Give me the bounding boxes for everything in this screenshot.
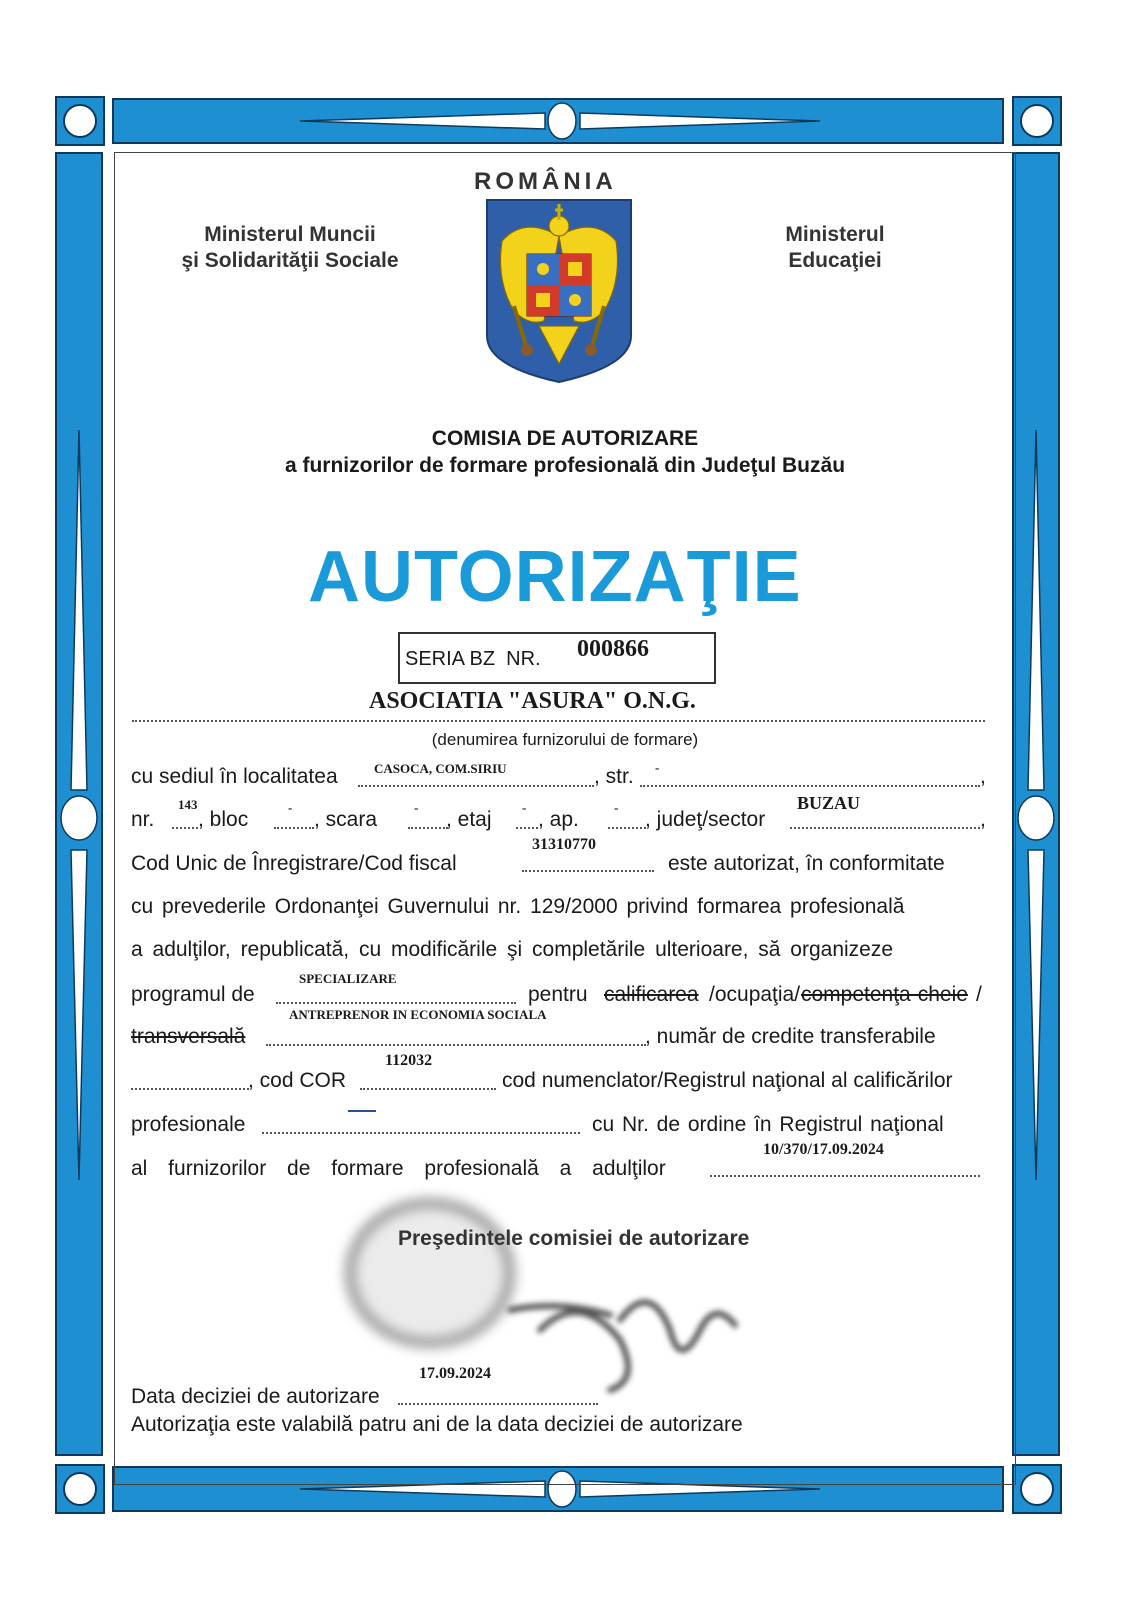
program-label: programul de: [131, 983, 255, 1006]
date-line: [398, 1403, 598, 1405]
left-ministry-line2: şi Solidarităţii Sociale: [181, 249, 399, 272]
date-label: Data deciziei de autorizare: [131, 1385, 380, 1408]
str-label: , str.: [594, 765, 634, 788]
document-title: AUTORIZAŢIE: [308, 537, 802, 617]
etaj-label: , etaj: [446, 808, 492, 831]
locality-value: CASOCA, COM.SIRIU: [374, 761, 507, 776]
series-number: 000866: [577, 636, 649, 662]
registry-line: [710, 1175, 980, 1177]
commission-title: COMISIA DE AUTORIZARE: [431, 427, 699, 450]
nomenclator-label: cod numenclator/Registrul naţional al calificărilor: [502, 1069, 953, 1092]
judet-label: , judeţ/sector: [645, 808, 766, 831]
provider-name: ASOCIATIA "ASURA" O.N.G.: [369, 688, 696, 714]
cor-value: 112032: [385, 1052, 433, 1069]
furnizori-label: al furnizorilor de formare profesională a adulţilor: [131, 1157, 666, 1180]
country-heading: ROMÂNIA: [474, 168, 617, 195]
bloc-line: [274, 827, 314, 829]
program-line: [276, 1002, 516, 1004]
transversala-struck: transversală: [131, 1025, 246, 1048]
right-ministry-line1: Ministerul: [785, 223, 885, 246]
official-stamp: [345, 1198, 515, 1348]
ordonanta-text: cu prevederile Ordonanţei Guvernului nr. 129/2000 privind formarea profesională: [131, 895, 905, 918]
handwritten-signature: [500, 1270, 760, 1400]
nr-line: [172, 827, 198, 829]
seat-label: cu sediul în localitatea: [131, 765, 338, 788]
calificarea-struck: calificarea: [604, 983, 699, 1006]
pentru-label: pentru: [528, 983, 588, 1006]
credits-line: [131, 1088, 249, 1090]
etaj-line: [516, 827, 538, 829]
left-ministry-line1: Ministerul Muncii: [204, 223, 376, 246]
scara-line: [408, 827, 448, 829]
right-ministry: [740, 222, 930, 274]
date-value: 17.09.2024: [419, 1365, 491, 1382]
cui-label: Cod Unic de Înregistrare/Cod fiscal: [131, 852, 457, 875]
nomenclator-line: [262, 1132, 580, 1134]
street-line: [640, 785, 980, 787]
program-value: SPECIALIZARE: [299, 971, 397, 986]
ordine-label: cu Nr. de ordine în Registrul naţional: [592, 1113, 944, 1136]
row2-comma: ,: [980, 808, 986, 831]
ap-value: -: [614, 800, 619, 815]
bloc-value: -: [288, 800, 293, 815]
ap-line: [608, 827, 646, 829]
judet-line: [790, 827, 980, 829]
cor-label: , cod COR: [248, 1069, 347, 1092]
nr-label: nr.: [131, 808, 155, 831]
ap-label: , ap.: [538, 808, 579, 831]
nr-value: 143: [178, 797, 198, 812]
provider-caption: (denumirea furnizorului de formare): [431, 730, 699, 749]
signature-label: Preşedintele comisiei de autorizare: [398, 1227, 750, 1250]
cor-line: [360, 1088, 496, 1090]
credits-label: , număr de credite transferabile: [645, 1025, 936, 1048]
adult-text: a adulţilor, republicată, cu modificările şi completările ulterioare, să organizeze: [131, 938, 894, 961]
bloc-label: , bloc: [198, 808, 249, 831]
commission-subtitle: a furnizorilor de formare profesională din Judeţul Buzău: [284, 454, 846, 477]
scara-value: -: [414, 800, 419, 815]
etaj-value: -: [522, 800, 527, 815]
registry-value: 10/370/17.09.2024: [763, 1141, 884, 1158]
provider-name-line: [132, 720, 985, 722]
occupation-value: ANTREPRENOR IN ECONOMIA SOCIALA: [289, 1007, 547, 1022]
locality-line: [358, 785, 594, 787]
row1-comma: ,: [980, 765, 986, 788]
right-ministry-line2: Educaţiei: [788, 249, 882, 272]
coat-of-arms-icon: [484, 196, 634, 386]
competenta-slash: /: [976, 983, 982, 1006]
validity-text: Autorizaţia este valabilă patru ani de la data deciziei de autorizare: [131, 1413, 743, 1436]
left-ministry: [150, 222, 430, 274]
series-label: SERIA BZ NR.: [405, 648, 541, 670]
profesionale-label: profesionale: [131, 1113, 246, 1136]
street-value: -: [655, 760, 660, 775]
occupation-line: [266, 1044, 646, 1046]
judet-value: BUZAU: [797, 793, 861, 813]
cui-value: 31310770: [532, 836, 596, 853]
authorized-text: este autorizat, în conformitate: [668, 852, 945, 875]
competenta-struck: competenţa-cheie: [801, 983, 968, 1006]
ocupatia-text: /ocupaţia/: [709, 983, 801, 1006]
cui-line: [522, 870, 654, 872]
scara-label: , scara: [314, 808, 378, 831]
nomenclator-dash: [348, 1110, 376, 1112]
